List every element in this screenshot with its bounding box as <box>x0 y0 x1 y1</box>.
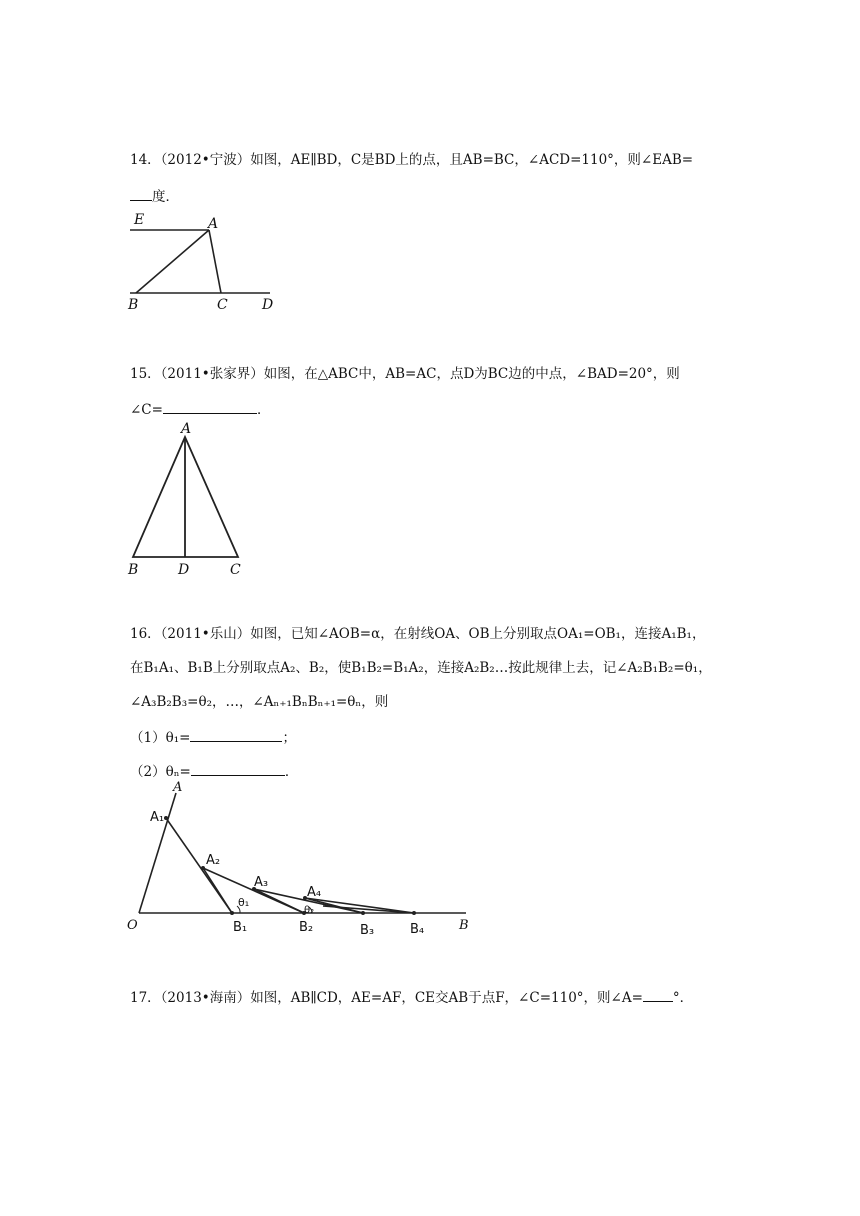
q17-answer-blank[interactable] <box>643 989 673 1002</box>
q15-label-B: B <box>128 562 139 578</box>
q14-label-E: E <box>134 212 145 228</box>
q17-suffix: °． <box>672 990 694 1006</box>
q16-sub2-suffix: ． <box>284 764 299 780</box>
q14-label-D: D <box>262 297 274 313</box>
q15-suffix: ． <box>256 402 271 418</box>
q15-prefix: ∠C= <box>130 402 163 418</box>
q16-label-theta1: θ₁ <box>238 896 250 909</box>
q16-text-line1: 16．（2011•乐山）如图，已知∠AOB=α，在射线OA、OB上分别取点OA₁=OB₁，连接A₁B₁， <box>130 626 706 642</box>
q16-sub2-answer-blank[interactable] <box>191 763 285 776</box>
q16-seg-A4B4 <box>305 898 414 913</box>
q16-label-A: A <box>173 780 183 795</box>
q14-line-AC <box>209 230 221 293</box>
q16-sub1-suffix: ； <box>282 730 296 746</box>
q16-text-line3: ∠A₃B₂B₃=θ₂，…，∠Aₙ₊₁BₙBₙ₊₁=θₙ，则 <box>130 694 389 710</box>
q16-label-A3: A₃ <box>254 875 269 890</box>
q16-label-A2: A₂ <box>206 853 221 868</box>
q16-point-B3 <box>361 911 365 915</box>
q16-sub2-prefix: （2）θₙ= <box>130 764 191 780</box>
q14-label-C: C <box>217 297 228 313</box>
q16-point-B4 <box>412 911 416 915</box>
q16-label-B3: B₃ <box>360 923 375 938</box>
q15-label-C: C <box>230 562 241 578</box>
q16-sub1-answer-blank[interactable] <box>190 729 282 742</box>
q15-text-line2 <box>130 398 270 418</box>
q15-answer-blank[interactable] <box>163 401 257 414</box>
q16-label-B: B <box>459 918 469 933</box>
q16-seg-B2A3 <box>254 889 304 913</box>
q16-point-B1 <box>230 911 234 915</box>
q14-label-B: B <box>128 297 139 313</box>
q16-label-B4: B₄ <box>410 922 425 937</box>
q16-sub1-prefix: （1）θ₁= <box>130 730 191 746</box>
q14-suffix: 度． <box>152 189 179 205</box>
q15-text-line1: 15．（2011•张家界）如图，在△ABC中，AB=AC，点D为BC边的中点，∠BAD=20°，则 <box>130 366 680 382</box>
q14-label-A: A <box>208 216 219 232</box>
q16-label-B1: B₁ <box>233 920 248 935</box>
q14-line-BA <box>136 230 209 293</box>
q16-sub1 <box>130 726 296 746</box>
q14-text-line1: 14．（2012•宁波）如图，AE∥BD，C是BD上的点，且AB=BC，∠ACD=110°，则∠EAB= <box>130 152 694 168</box>
q15-label-A: A <box>181 421 192 437</box>
q16-sub2 <box>130 760 298 780</box>
q16-label-O: O <box>127 918 138 933</box>
q16-label-A4: A₄ <box>307 885 322 900</box>
q16-text-line2: 在B₁A₁、B₁B上分别取点A₂、B₂，使B₁B₂=B₁A₂，连接A₂B₂…按此规律上去，记∠A₂B₁B₂=θ₁， <box>130 660 712 676</box>
q16-point-A1 <box>164 816 168 820</box>
q16-point-A2 <box>201 866 205 870</box>
q16-label-A1: A₁ <box>150 810 165 825</box>
q16-label-theta2: θ₂ <box>304 905 315 916</box>
q17-text-line1 <box>130 986 693 1006</box>
q17-body: 17．（2013•海南）如图，AB∥CD，AE=AF，CE交AB于点F，∠C=110°，则∠A= <box>130 990 643 1006</box>
q15-label-D: D <box>178 562 190 578</box>
q16-label-B2: B₂ <box>299 920 314 935</box>
